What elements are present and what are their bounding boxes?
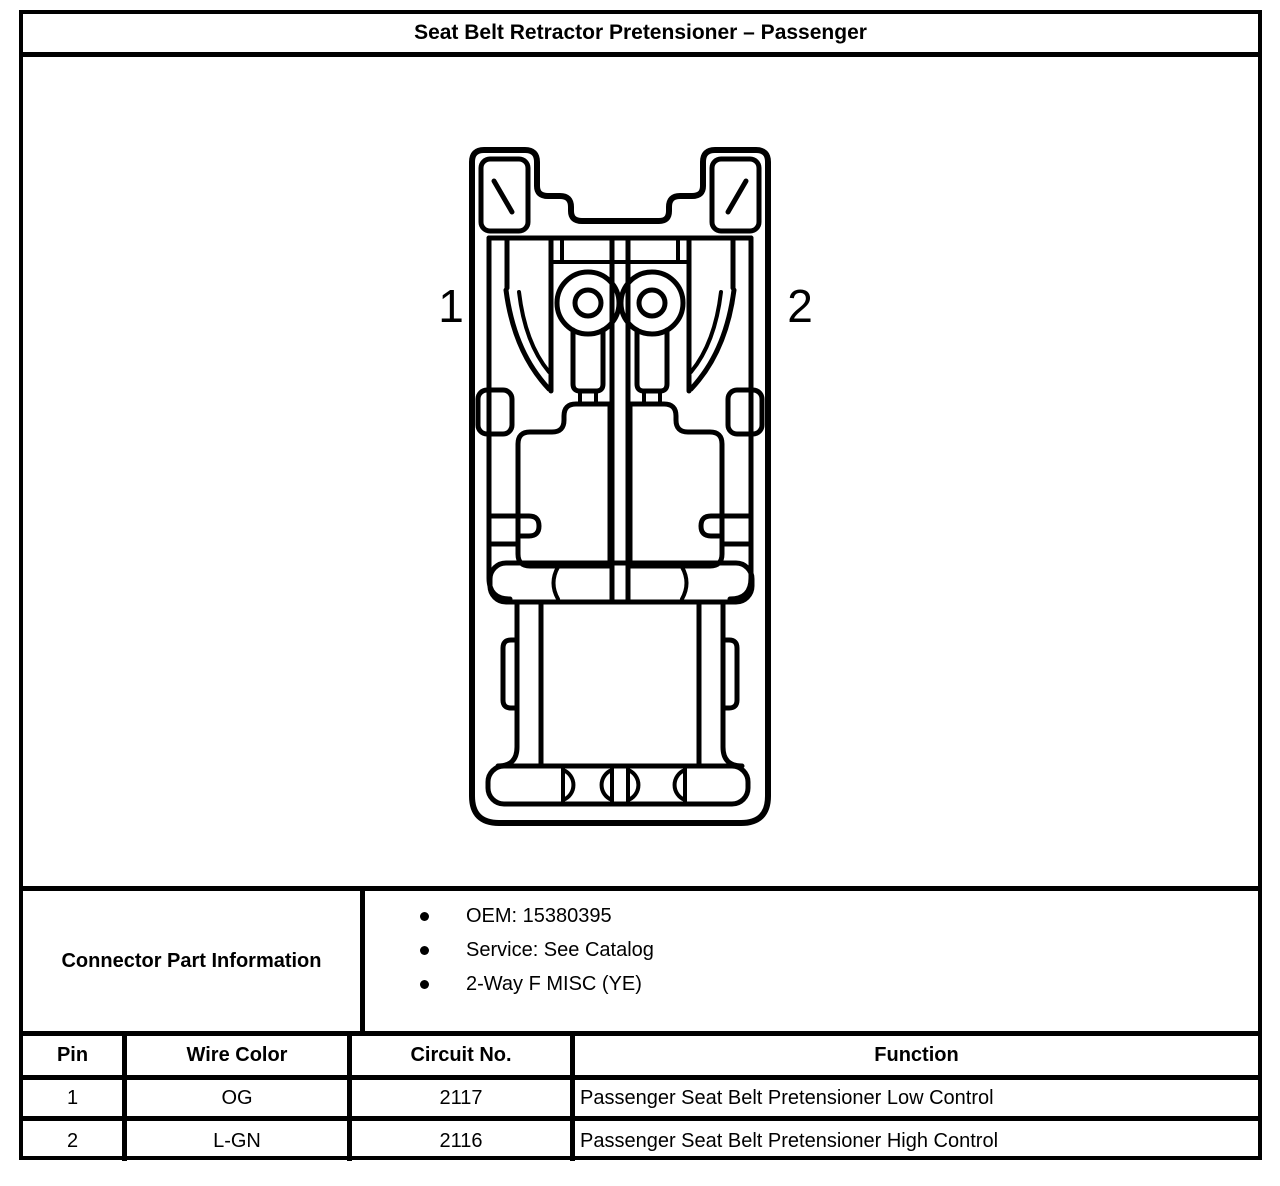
document-frame: [19, 10, 1262, 1160]
table-row: [23, 1121, 1258, 1161]
list-item: [420, 899, 1258, 933]
circuit-number: 2117: [352, 1080, 575, 1116]
connector-part-info-label: Connector Part Information: [61, 949, 322, 972]
circuit-number: 2116: [352, 1121, 575, 1161]
oem-number: OEM: 15380395: [466, 904, 612, 927]
page-title: Seat Belt Retractor Pretensioner – Passenger: [414, 21, 867, 44]
pin-table-header-row: [23, 1036, 1258, 1080]
pin-function: Passenger Seat Belt Pretensioner Low Control: [580, 1086, 994, 1109]
pin-2-label: 2: [787, 280, 813, 332]
bullet-icon: [420, 946, 429, 955]
list-item: [420, 933, 1258, 967]
connector-part-info-section: [23, 891, 1258, 1036]
col-header-wire-color: Wire Color: [127, 1036, 352, 1075]
wire-color: L-GN: [127, 1121, 352, 1161]
list-item: [420, 967, 1258, 1001]
connector-type: 2-Way F MISC (YE): [466, 972, 642, 995]
table-row: [23, 1080, 1258, 1121]
pin-function: Passenger Seat Belt Pretensioner High Control: [580, 1129, 999, 1152]
bullet-icon: [420, 912, 429, 921]
connector-diagram: [420, 140, 860, 850]
pin-1-label: 1: [438, 280, 464, 332]
pin-number: 2: [23, 1121, 127, 1161]
title-bar: [23, 14, 1258, 57]
service-info: Service: See Catalog: [466, 938, 654, 961]
connector-part-info-header-cell: [23, 891, 365, 1031]
connector-part-info-list: [365, 891, 1258, 1031]
col-header-function: Function: [874, 1044, 959, 1066]
connector-diagram-area: [23, 57, 1258, 891]
pin-number: 1: [23, 1080, 127, 1116]
col-header-pin: Pin: [23, 1036, 127, 1075]
bullet-icon: [420, 980, 429, 989]
wire-color: OG: [127, 1080, 352, 1116]
col-header-circuit-no: Circuit No.: [352, 1036, 575, 1075]
